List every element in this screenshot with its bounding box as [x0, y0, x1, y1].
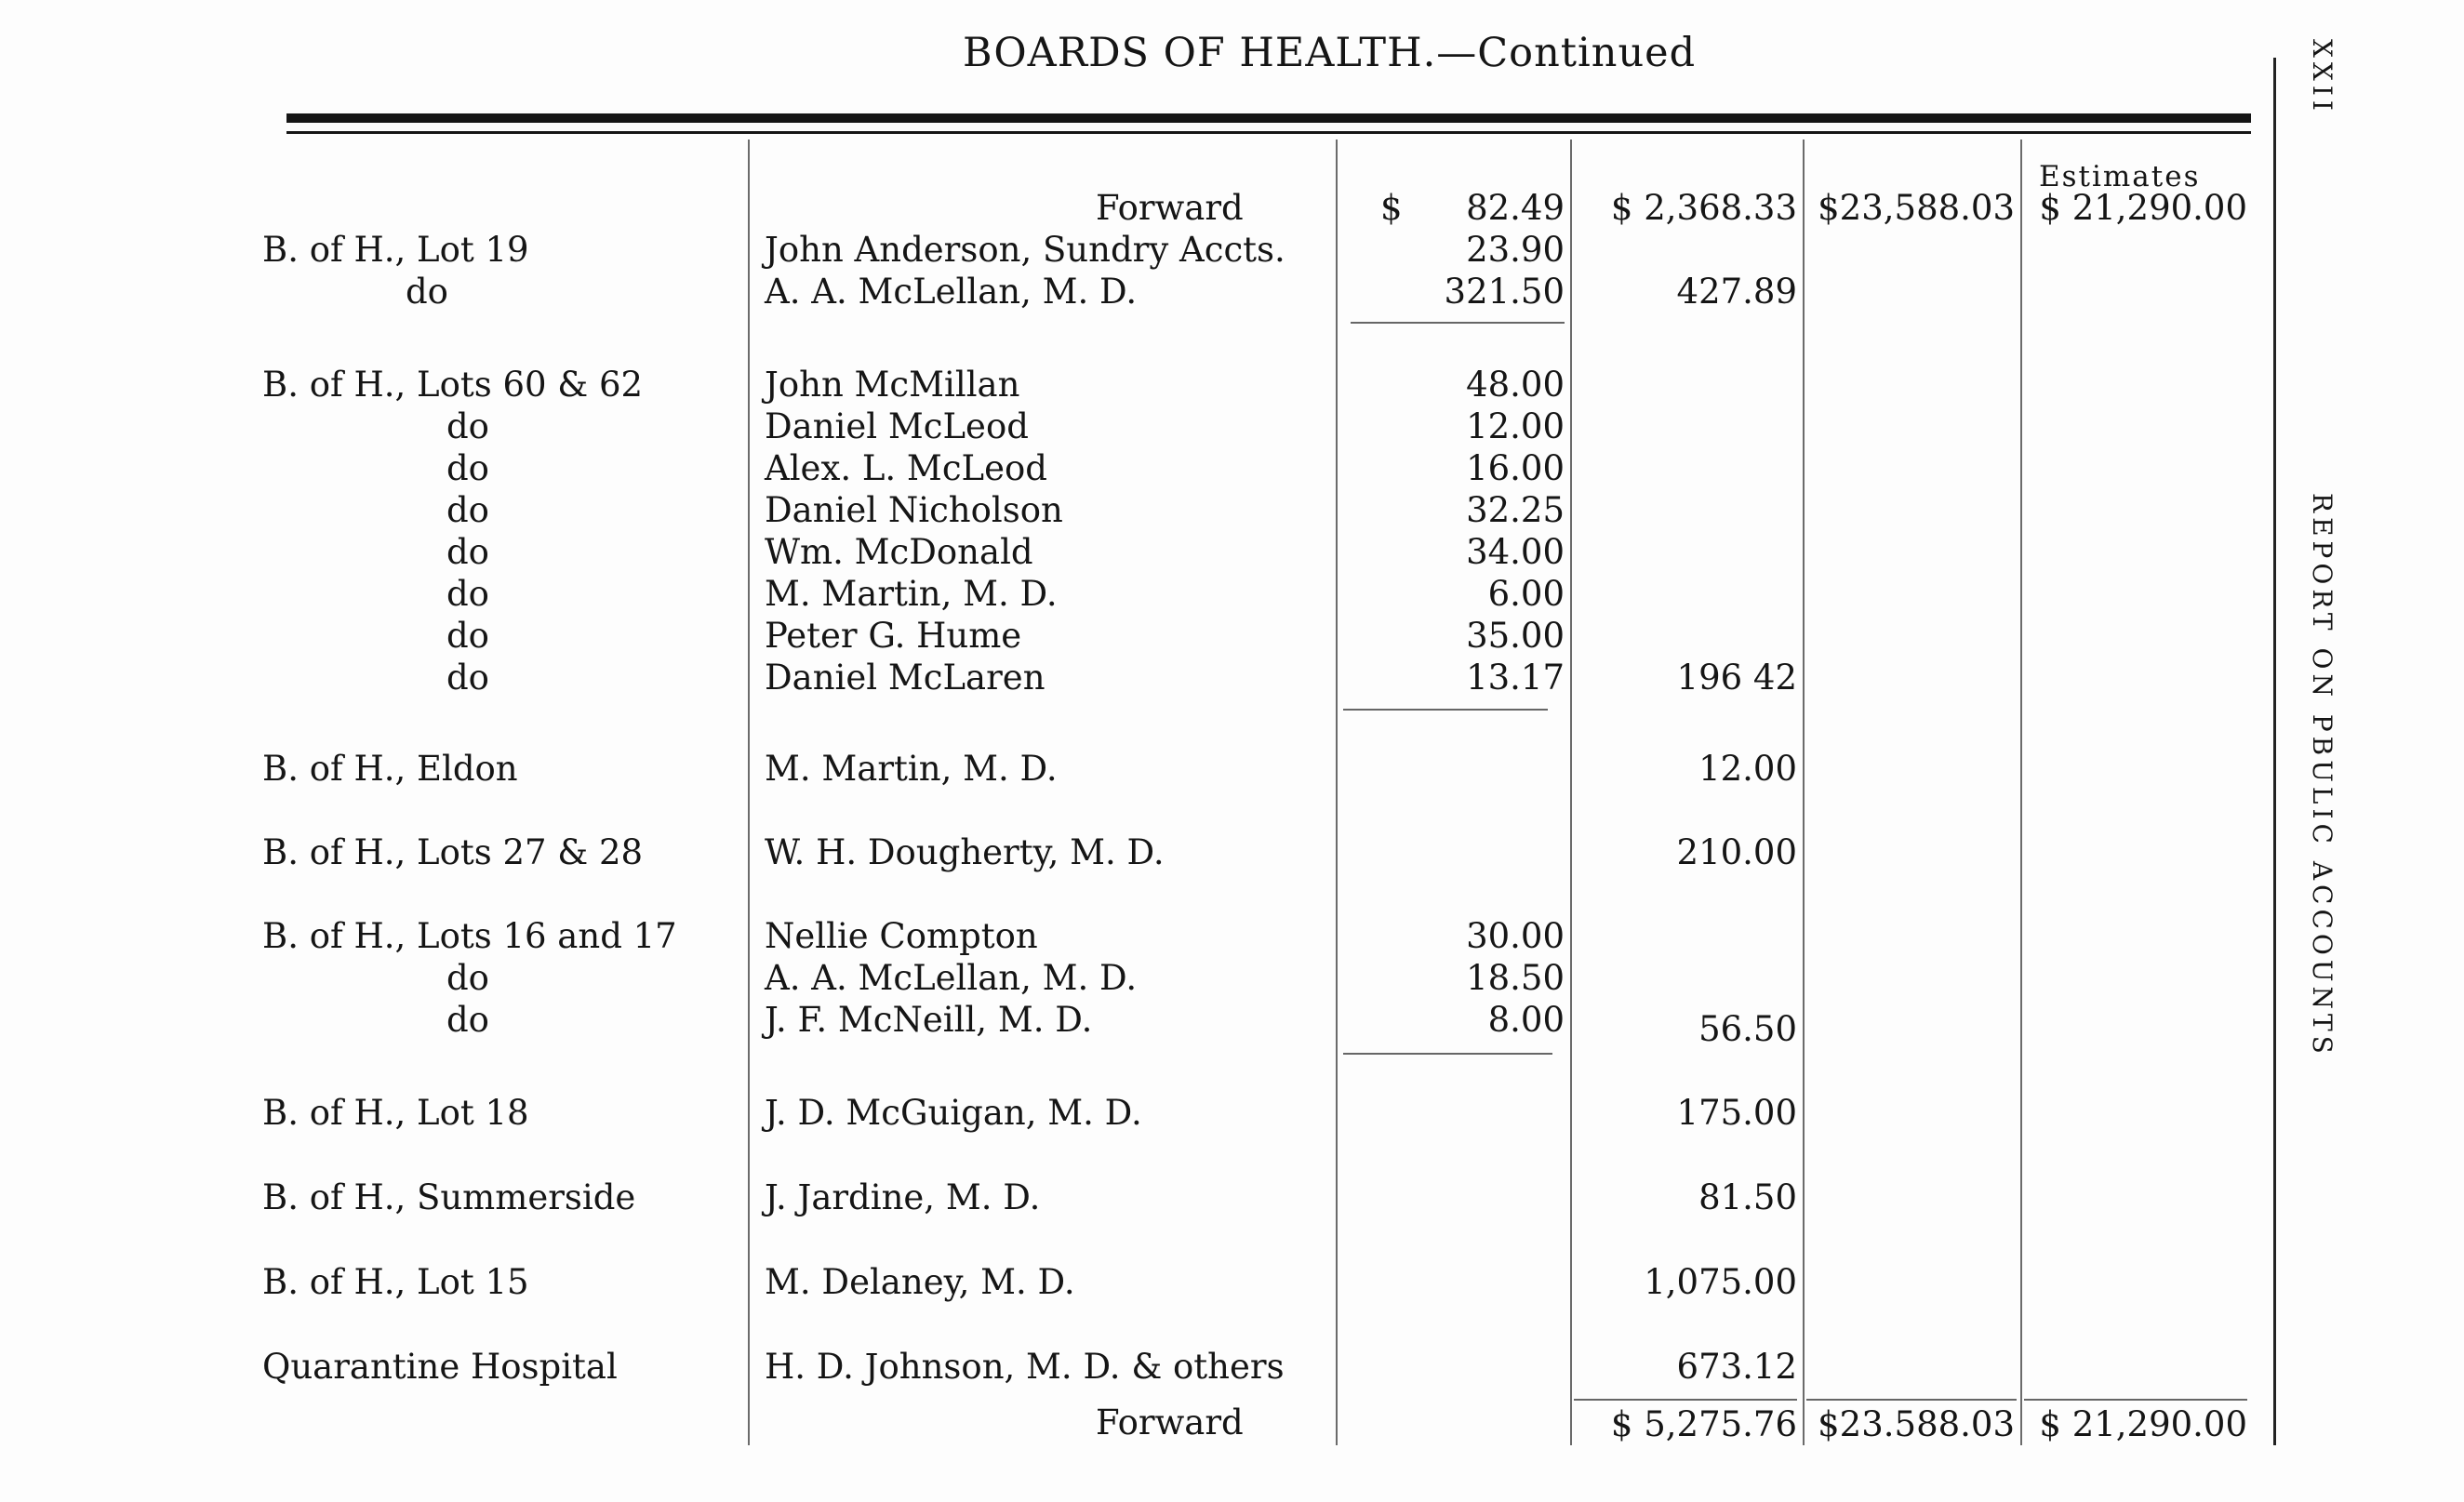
dollar-sign: $: [1380, 188, 1403, 228]
subtotal-cell: 673.12: [1676, 1347, 1797, 1387]
amount-cell: 35.00: [1466, 616, 1565, 656]
payee-cell: J. Jardine, M. D.: [765, 1177, 1041, 1217]
board-cell: B. of H., Lots 16 and 17: [262, 916, 677, 956]
board-cell: B. of H., Lot 19: [262, 230, 529, 270]
amount-cell: 18.50: [1466, 958, 1565, 998]
payee-cell: Wm. McDonald: [765, 532, 1033, 572]
subtotal-rule: [1343, 709, 1548, 711]
amount-cell: 32.25: [1466, 490, 1565, 530]
subtotal-cell: 175.00: [1676, 1093, 1797, 1133]
subtotal-rule: [1343, 1053, 1552, 1055]
board-cell: do: [446, 1000, 489, 1040]
amount-cell: 34.00: [1466, 532, 1565, 572]
payee-cell: Daniel McLeod: [765, 406, 1029, 446]
board-cell: B. of H., Lot 18: [262, 1093, 529, 1133]
forward-estimate: $ 21,290.00: [2039, 188, 2247, 228]
payee-cell: J. F. McNeill, M. D.: [765, 1000, 1093, 1040]
amount-cell: 321.50: [1444, 272, 1565, 312]
board-cell: do: [446, 658, 489, 698]
board-cell: do: [446, 532, 489, 572]
board-cell: B. of H., Lots 27 & 28: [262, 832, 644, 872]
payee-cell: A. A. McLellan, M. D.: [765, 272, 1138, 312]
subtotal-cell: 81.50: [1698, 1177, 1797, 1217]
payee-cell: M. Martin, M. D.: [765, 574, 1058, 614]
forward-total: $23.588.03: [1818, 1404, 2015, 1444]
payee-cell: M. Martin, M. D.: [765, 749, 1058, 789]
subtotal-cell: 427.89: [1676, 272, 1797, 312]
column-divider: [748, 140, 750, 1445]
column-divider: [1803, 140, 1805, 1445]
amount-cell: 8.00: [1487, 1000, 1565, 1040]
side-title: REPORT ON PBULIC ACCOUNTS: [2307, 493, 2337, 1058]
subtotal-cell: 196 42: [1676, 658, 1797, 698]
forward-subtotal: $ 2,368.33: [1610, 188, 1797, 228]
payee-cell: W. H. Dougherty, M. D.: [765, 832, 1165, 872]
board-cell: B. of H., Summerside: [262, 1177, 636, 1217]
payee-cell: Peter G. Hume: [765, 616, 1022, 656]
side-page-number: XXII: [2307, 39, 2337, 115]
payee-cell: John McMillan: [765, 365, 1020, 405]
subtotal-rule: [1351, 322, 1565, 324]
page-title: BOARDS OF HEALTH.—Continued: [963, 30, 1697, 76]
amount-cell: 30.00: [1466, 916, 1565, 956]
amount-cell: 6.00: [1487, 574, 1565, 614]
forward-label: Forward: [1096, 1402, 1244, 1442]
forward-total: $23,588.03: [1818, 188, 2015, 228]
subtotal-cell: 56.50: [1698, 1009, 1797, 1049]
payee-cell: Alex. L. McLeod: [765, 448, 1047, 488]
board-cell: B. of H., Lot 15: [262, 1262, 529, 1302]
payee-cell: A. A. McLellan, M. D.: [765, 958, 1138, 998]
subtotal-cell: 210.00: [1676, 832, 1797, 872]
board-cell: do: [446, 448, 489, 488]
payee-cell: M. Delaney, M. D.: [765, 1262, 1075, 1302]
forward-amount: 82.49: [1466, 188, 1565, 228]
board-cell: do: [446, 616, 489, 656]
board-cell: B. of H., Eldon: [262, 749, 518, 789]
board-cell: do: [446, 406, 489, 446]
board-cell: do: [446, 958, 489, 998]
header-rule-thin: [286, 131, 2251, 134]
total-rule: [2024, 1399, 2247, 1401]
board-cell: do: [406, 272, 448, 312]
amount-cell: 23.90: [1466, 230, 1565, 270]
subtotal-cell: 12.00: [1698, 749, 1797, 789]
forward-label: Forward: [1096, 188, 1244, 228]
amount-cell: 16.00: [1466, 448, 1565, 488]
board-cell: B. of H., Lots 60 & 62: [262, 365, 644, 405]
column-divider: [2020, 140, 2022, 1445]
side-border: [2273, 58, 2276, 1445]
column-divider: [1570, 140, 1572, 1445]
payee-cell: Daniel Nicholson: [765, 490, 1063, 530]
estimates-header: Estimates: [2039, 160, 2201, 193]
amount-cell: 48.00: [1466, 365, 1565, 405]
board-cell: do: [446, 574, 489, 614]
total-rule: [1574, 1399, 1797, 1401]
subtotal-cell: 1,075.00: [1644, 1262, 1797, 1302]
amount-cell: 13.17: [1466, 658, 1565, 698]
total-rule: [1806, 1399, 2017, 1401]
board-cell: do: [446, 490, 489, 530]
header-rule-thick: [286, 113, 2251, 123]
forward-subtotal: $ 5,275.76: [1610, 1404, 1797, 1444]
payee-cell: Nellie Compton: [765, 916, 1038, 956]
amount-cell: 12.00: [1466, 406, 1565, 446]
forward-estimate: $ 21,290.00: [2039, 1404, 2247, 1444]
column-divider: [1336, 140, 1338, 1445]
payee-cell: Daniel McLaren: [765, 658, 1046, 698]
payee-cell: J. D. McGuigan, M. D.: [765, 1093, 1142, 1133]
board-cell: Quarantine Hospital: [262, 1347, 618, 1387]
payee-cell: John Anderson, Sundry Accts.: [765, 230, 1285, 270]
payee-cell: H. D. Johnson, M. D. & others: [765, 1347, 1285, 1387]
